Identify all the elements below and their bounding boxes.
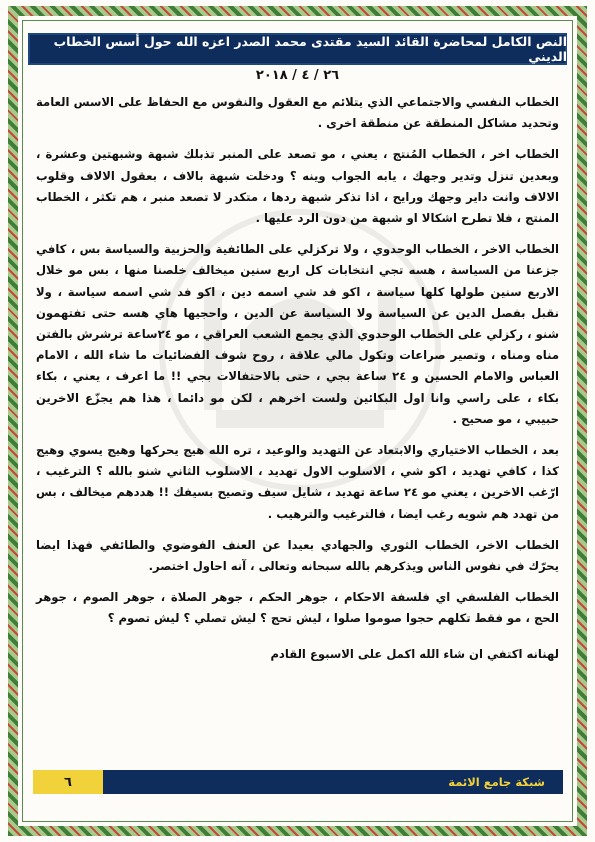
paragraph: الخطاب النفسي والاجتماعي الذي يتلائم مع العقول والنفوس مع الحفاظ على الاسس العامة وتحديد مشاكل المنطقة عن منطقة اخرى .: [36, 95, 559, 131]
page-title-bar: [28, 33, 567, 65]
page-title: النص الكامل لمحاضرة القائد السيد مقتدى محمد الصدر اعزه الله حول أسس الخطاب الديني: [53, 34, 567, 64]
lecture-date: ٢٦ / ٤ / ٢٠١٨: [255, 68, 340, 83]
site-name: شبكة جامع الائمة: [448, 775, 545, 789]
paragraph: بعد ، الخطاب الاختياري والابتعاد عن التهديد والوعيد ، تره الله هيج يحركها وهيج يسوي وهيج كذا ، كافي تهديد ، اكو شي ، الاسلوب الاول تهديد ، الاسلوب الثاني شنو بالله ؟ الترغيب ، ارّغب الاخرين ، يعني مو ٢٤ ساعة تهديد ، شايل سيف وتصيح بسيفك !! هددهم ميخالف ، بس من تهدد هم شويه رغب ايضا ، فالترغيب والترهيب .: [36, 443, 560, 521]
closing-line: لهنانه اكتفي ان شاء الله اكمل على الاسبوع القادم: [270, 646, 559, 661]
article-body: [36, 92, 559, 675]
paragraph: الخطاب اخر ، الخطاب المُنتج ، يعني ، مو تصعد على المنبر تذبلك شبهة وشبهتين وعشرة ، وبعدين تنزل وتدير وجهك ، يابه الجواب وينه ؟ ودخلت شبهة بالاف ، بعقول الالاف وقلوب الالاف وانت داير وجهك ورايح ، اذا تذكر شبهة ردها ، متكدر لا تصعد منبر ، هم تكثر ، الخطاب المنتج ، فلا تطرح اشكالا او شبهة من دون الرد عليها .: [36, 147, 559, 226]
paragraph: الخطاب الاخر ، الخطاب الوحدوي ، ولا تركزلي على الطائفية والحزبية والسياسة بس ، كافي جزعنا من السياسة ، هسه تجي انتخابات كل اربع سنين ميخالف خلصنا منها ، بس مو خلال الاربع سنين طولها كلها سياسة ، اكو فد شي اسمه دين ، اكو فد شي اسمه سياسة ، ولا نقبل بفصل الدين عن السياسة ولا السياسة عن الدين ، واحجيها هاي هسه حتى تفتهمون شنو ، ركزلي على الخطاب الوحدوي الذي يجمع الشعب العراقي ، مو ٢٤ساعة ترشرش بالفتن مناه ومناه ، وتصير صراعات وتكول مالي علاقة ، روح شوف الفضائيات ما شاء الله ، الامام العباس والامام الحسين و ٢٤ ساعة بجي ، حتى بالاحتفالات بجي !! ما اعرف ، يعني ، بكاء بكاء ، على راسي وانا اول البكائين ولست اخرهم ، لكن مو دائما ، هذا هم يجزّع الاخرين حبيبي ، مو صحيح .: [36, 242, 559, 426]
paragraph: الخطاب الاخر، الخطاب الثوري والجهادي بعيدا عن العنف الفوضوي والطائفي فهذا ايضا يحرّك في نفوس الناس ويذكرهم بالله سبحانه وتعالى ، آنه احاول اختصر.: [36, 537, 559, 574]
footer-bar: [33, 770, 563, 794]
paragraph: الخطاب الفلسفي اي فلسفة الاحكام ، جوهر الحكم ، جوهر الصلاة ، جوهر الصوم ، جوهر الحج ، مو فقط تكلهم حجوا صوموا صلوا ، ليش تحج ؟ ليش تصلي ؟ ليش تصوم ؟: [36, 590, 559, 626]
page-number: ٦: [33, 770, 103, 794]
